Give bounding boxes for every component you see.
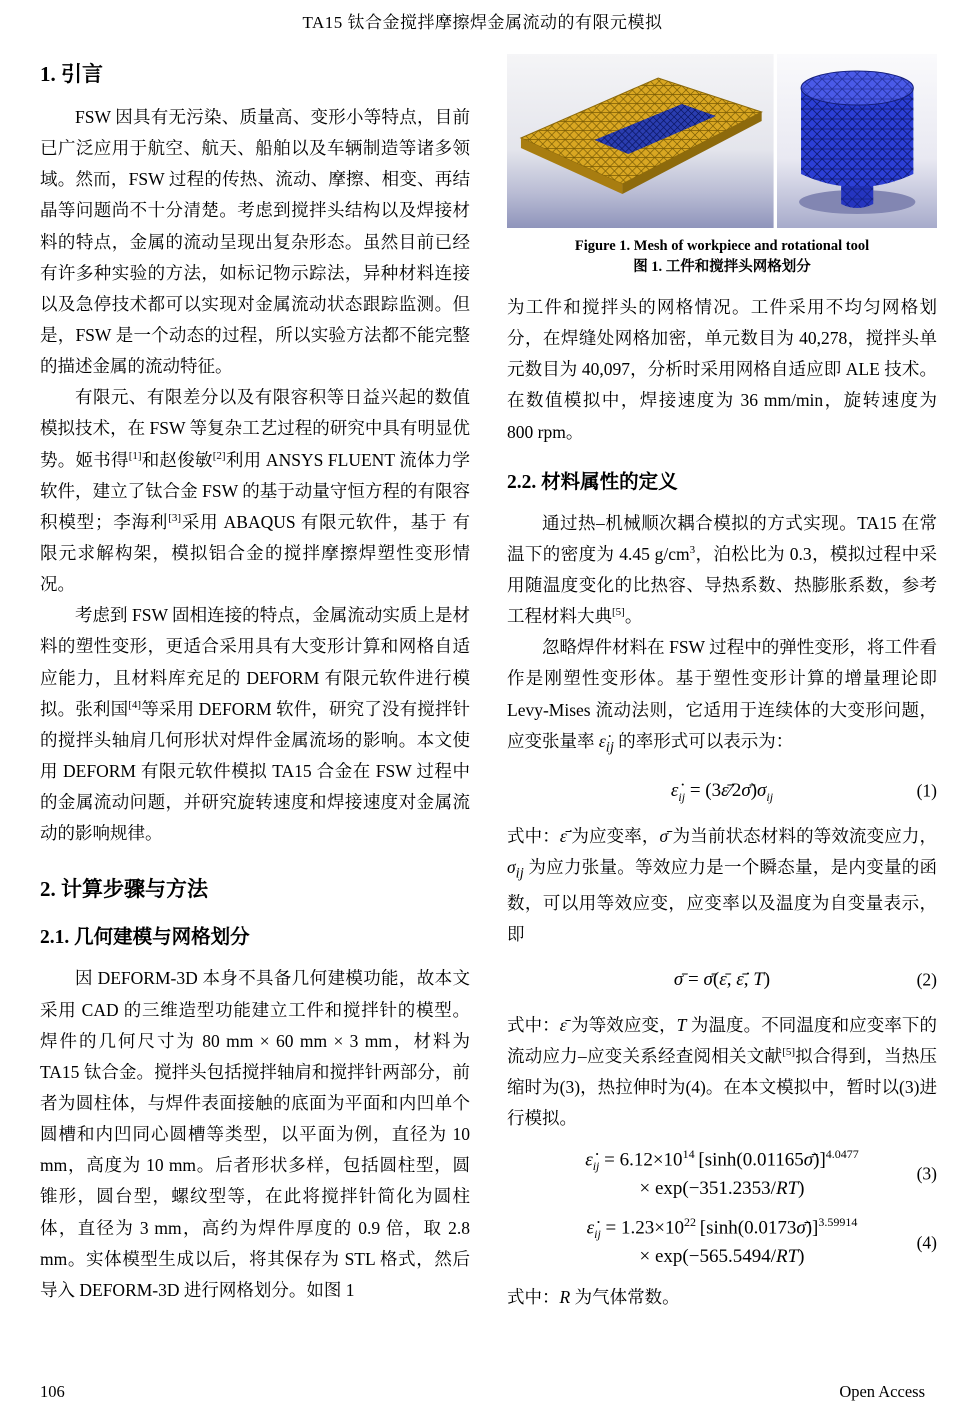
equation-1-number: (1) [916,780,937,801]
equation-4-row [507,1213,937,1272]
equation-2: σ̄ = σ̄(ε̄, ε̄̇, T) [673,968,771,990]
paragraph-material-4: 式中：ε̄ 为等效应变，T 为温度。不同温度和应变率下的流动应力–应变关系经查阅相关文献[5]拟合得到，当热压缩时为(3)，热拉伸时为(4)。在本文模拟中，暂时以(3)进行模拟。 [507,1015,938,1129]
figure-1 [507,54,937,228]
equation-4-number: (4) [916,1232,937,1253]
equation-2-number: (2) [916,969,937,990]
figure-1-workpiece-mesh-image [507,54,774,228]
equation-3-row [507,1145,937,1204]
paragraph-modeling: 因 DEFORM-3D 本身不具备几何建模功能，故本文采用 CAD 的三维造型功能建立工件和搅拌针的模型。焊件的几何尺寸为 80 mm × 60 mm × 3 mm，材料为 TA15 钛合金。搅拌头包括搅拌轴肩和搅拌针两部分，前者为圆柱体，与焊件表面接触的底面为平面和内凹单个圆槽和内凹同心圆槽等类型，以平面为例，直径为 10 mm，高度为 10 mm。后者形状多样，包括圆柱型，圆锥形，圆台型，螺纹型等，在此将搅拌针简化为圆柱体，直径为 3 mm，高约为焊件厚度的 0.9 倍，取 2.8 mm。实体模型生成以后，将其保存为 STL 格式，然后导入 DEFORM-3D 进行网格划分。如图 1 [40,968,470,1300]
paragraph-material-3: 式中：ε̄̇ 为应变率，σ̄ 为当前状态材料的等效流变应力，$\sigma_{ij}$ 为应力张量。等效应力是一个瞬态量，是内变量的函数，可以用等效应变，应变率以及温度为自变量表示，即 [507,826,938,944]
section-2-heading: 2. 计算步骤与方法 [40,877,208,902]
figure-1-caption-zh: 图 1. 工件和搅拌头网格划分 [633,259,811,276]
section-2-2-heading: 2.2. 材料属性的定义 [507,471,678,493]
paragraph-intro-2: 有限元、有限差分以及有限容积等日益兴起的数值模拟技术，在 FSW 等复杂工艺过程的研究中具有明显优势。姬书得[1]和赵俊敏[2]利用 ANSYS FLUENT 流体力学软件，建立了钛合金 FSW 的基于动量守恒方程的有限容积模型；李海利[3]采用 ABAQUS 有限元软件，基于 有限元求解构架，模拟铝合金的搅拌摩擦焊塑性变形情况。 [40,387,471,595]
equation-2-row [507,960,937,1000]
paragraph-intro-1: FSW 因具有无污染、质量高、变形小等特点，目前已广泛应用于航空、航天、船舶以及车辆制造等诸多领域。然而，FSW 过程的传热、流动、摩擦、相变、再结晶等问题尚不十分清楚。考虑到搅拌头结构以及焊接材料的特点，金属的流动呈现出复杂形态。虽然目前已经有许多种实验的方法，如标记物示踪法，异种材料连接以及急停技术都可以实现对金属流动状态跟踪监测。但是，FSW 是一个动态的过程，所以实验方法都不能完整的描述金属的流动特征。 [40,107,470,377]
paragraph-material-1: 通过热–机械顺次耦合模拟的方式实现。TA15 在常温下的密度为 4.45 $g/cm^3$，泊松比为 0.3，模拟过程中采用随温度变化的比热容、导热系数、热膨胀系数，参考工程材料大典[5]。 [507,512,937,627]
equation-4: $\varepsiloṅ_{ij} = 1.23\times 10^{22}$ [sinh(0.0173σ̄)]$^{3.59914}$ × exp(−565.5494/RT) [586,1215,858,1268]
figure-1-caption [507,236,937,278]
section-1-heading: 1. 引言 [40,62,103,86]
paragraph-material-2: 忽略焊件材料在 FSW 过程中的弹性变形，将工件看作是刚塑性变形体。基于塑性变形计算的增量理论即 Levy-Mises 流动法则，它适用于连续体的大变形问题，应变张量率 $\varepsiloṅ_{ij}$ 的率形式可以表示为： [507,637,937,756]
equation-1-row [507,771,937,811]
paragraph-material-5: 式中：R 为气体常数。 [507,1286,680,1307]
figure-1-tool-mesh-image [777,54,937,228]
page-number: 106 [40,1382,65,1401]
paragraph-intro-3: 考虑到 FSW 固相连接的特点，金属流动实质上是材料的塑性变形，更适合采用具有大变形计算和网格自适应能力，且材料库充足的 DEFORM 有限元软件进行模拟。张利国[4]等采用 DEFORM 软件，研究了没有搅拌针的搅拌头轴肩几何形状对焊件金属流场的影响。本文使用 DEFORM 有限元软件模拟 TA15 合金在 FSW 过程中的金属流动问题，并研究旋转速度和焊接速度对金属流动的影响规律。 [40,605,471,844]
section-2-1-heading: 2.1. 几何建模与网格划分 [40,927,250,949]
equation-1: $\varepsiloṅ_{ij}$ = $(3\varepsilon̄̇⁄2\sigmā)\sigma_{ij}$ [670,779,774,804]
left-column [40,54,470,1306]
open-access-label: Open Access [839,1382,925,1401]
equation-3: $\varepsiloṅ_{ij} = 6.12\times 10^{14}$ [sinh(0.01165σ̄)]$^{4.0477}$ × exp(−351.2353/RT) [585,1146,859,1199]
figure-1-caption-en: Figure 1. Mesh of workpiece and rotational tool [574,238,870,254]
paper-title: TA15 钛合金搅拌摩擦焊金属流动的有限元模拟 [302,13,663,32]
right-column [507,54,937,1313]
equation-3-number: (3) [916,1163,937,1184]
paragraph-mesh-details: 为工件和搅拌头的网格情况。工件采用不均匀网格划分，在焊缝处网格加密，单元数目为 40,278，搅拌头单元数目为 40,097，分析时采用网格自适应即 ALE 技术。在数值模拟中，焊接速度为 36 mm/min，旋转速度为 800 rpm。 [507,297,937,442]
